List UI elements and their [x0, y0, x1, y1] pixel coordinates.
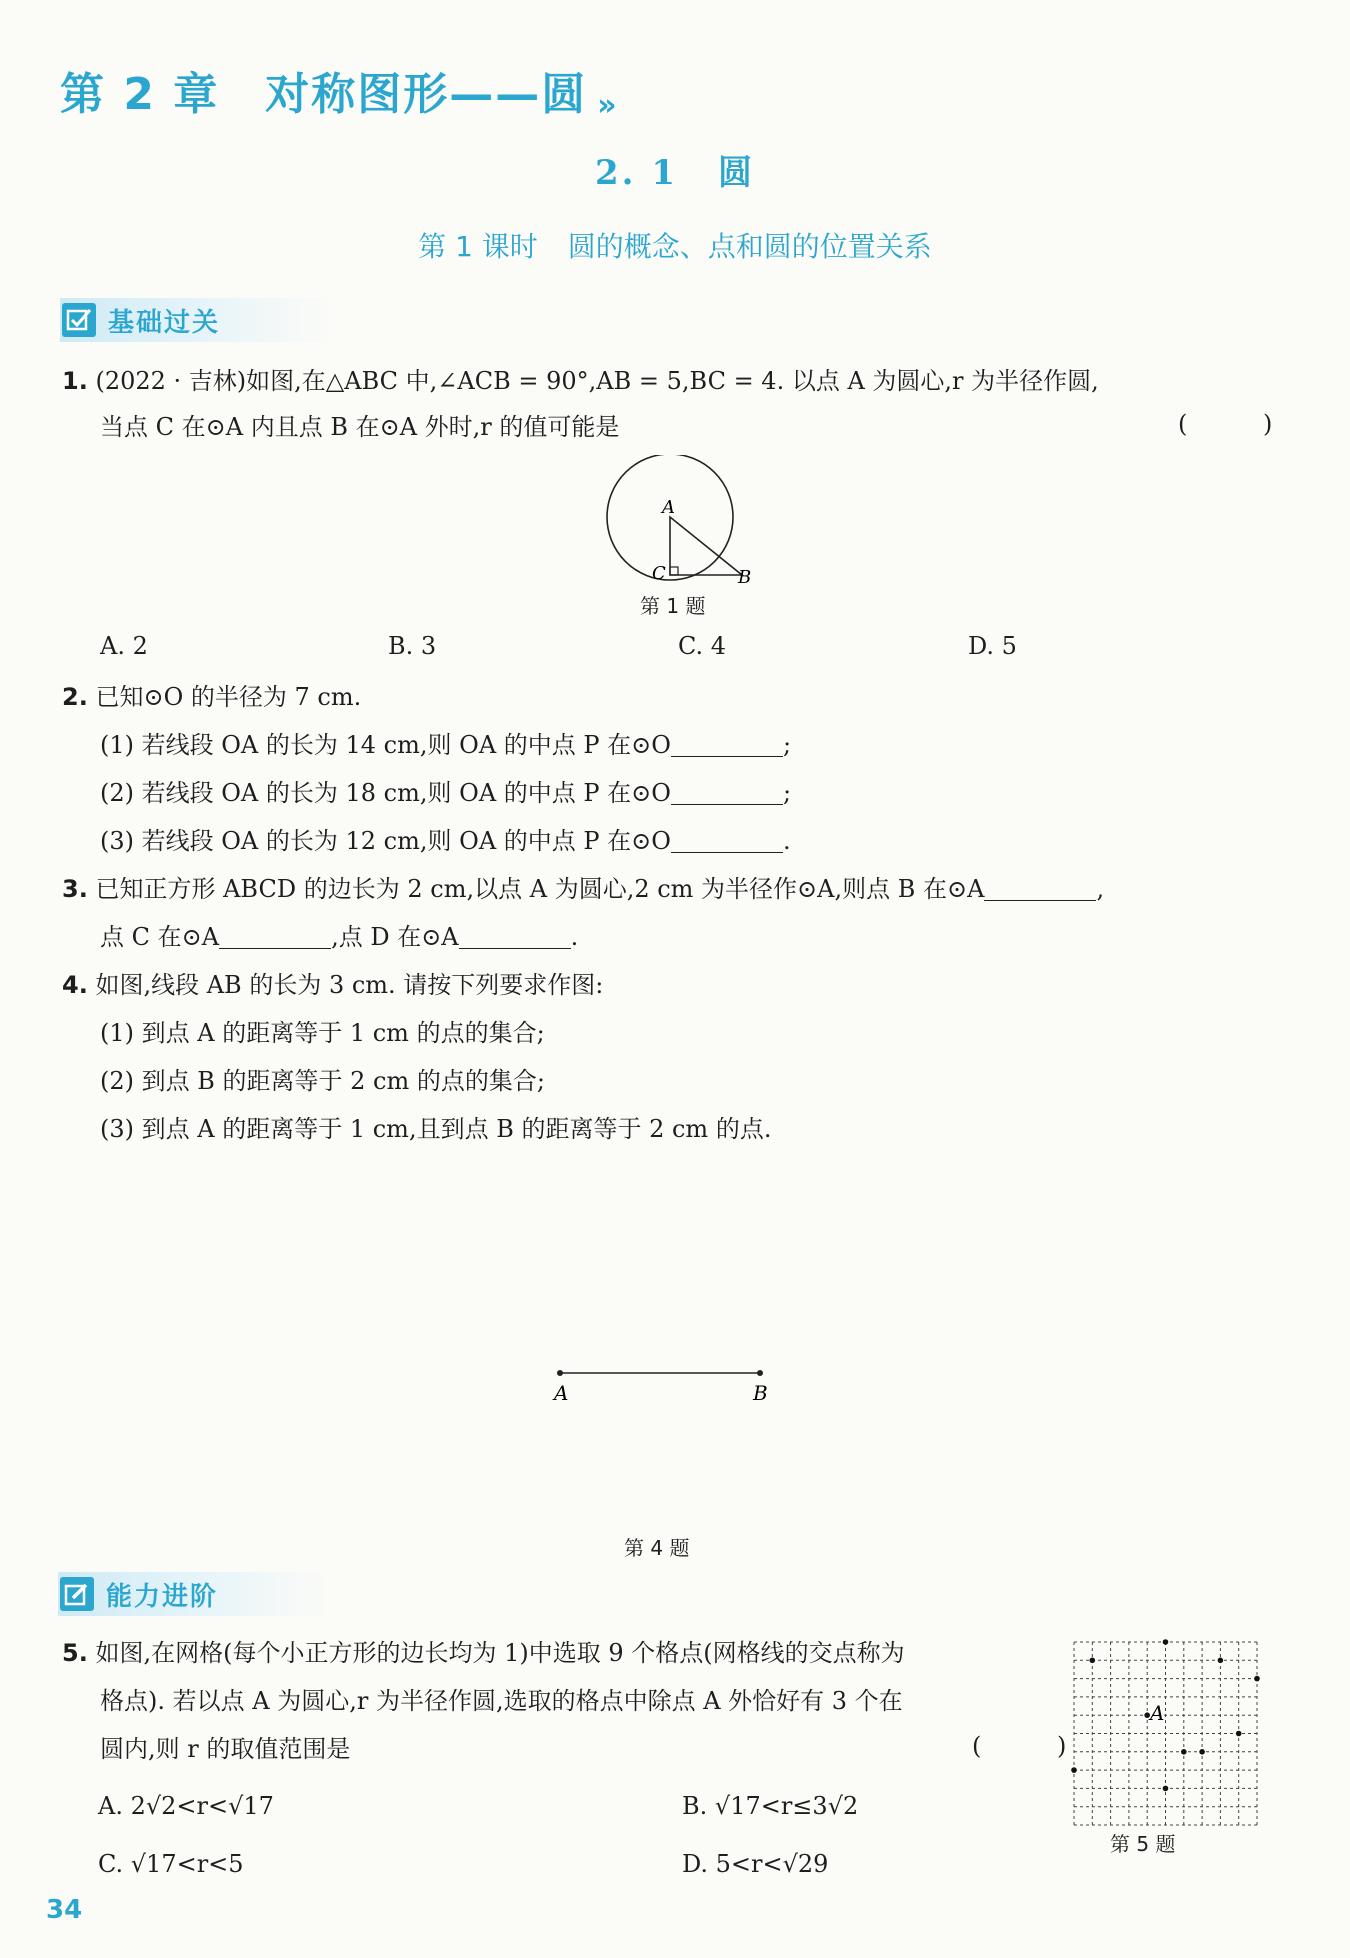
q5-text-line2: 格点). 若以点 A 为圆心,r 为半径作圆,选取的格点中除点 A 外恰好有 3 个在: [100, 1687, 903, 1715]
q3-line2-end: .: [570, 923, 579, 951]
q1-label-a: A: [662, 497, 675, 518]
chapter-number: 第 2 章: [60, 69, 220, 120]
section-title: 圆: [718, 153, 755, 193]
q4-figure-caption: 第 4 题: [624, 1536, 690, 1560]
q2-stem-line: [62, 680, 361, 714]
grid-point: [1199, 1749, 1205, 1755]
q5-number: 5.: [62, 1639, 88, 1667]
q2-part-1-text: (1) 若线段 OA 的长为 14 cm,则 OA 的中点 P 在⊙O: [100, 731, 671, 759]
q5-grid-lines: [1074, 1642, 1257, 1825]
checkbox-icon: [62, 303, 96, 337]
grid-point: [1163, 1639, 1169, 1645]
q4-number: 4.: [62, 971, 88, 999]
q5-text-line3: 圆内,则 r 的取值范围是: [100, 1735, 351, 1763]
q4-figure: [545, 1360, 775, 1410]
section-band-basic: [60, 298, 330, 342]
q1-line1: [62, 364, 1099, 398]
q1-option-b[interactable]: B. 3: [388, 632, 437, 660]
q3-blank-d[interactable]: [459, 924, 571, 949]
q4-part-2: (2) 到点 B 的距离等于 2 cm 的点的集合;: [100, 1067, 545, 1095]
chevron-icon: »: [597, 88, 619, 123]
q4-stem: 如图,线段 AB 的长为 3 cm. 请按下列要求作图:: [95, 971, 604, 999]
q2-part-3: [100, 824, 791, 858]
band-label-advanced: 能力进阶: [106, 1581, 219, 1612]
q1-text-line1: (2022 · 吉林)如图,在△ABC 中,∠ACB = 90°,AB = 5,BC = 4. 以点 A 为圆心,r 为半径作圆,: [95, 367, 1099, 395]
section-heading: [0, 145, 1350, 194]
q5-option-c[interactable]: C. √17<r<5: [98, 1850, 244, 1878]
grid-point: [1254, 1676, 1260, 1682]
q5-figure-caption: 第 5 题: [1110, 1832, 1176, 1856]
q2-part-2-end: ;: [782, 779, 792, 807]
q5-label-a: A: [1150, 1701, 1165, 1725]
q1-label-b: B: [738, 567, 752, 588]
q5-option-a[interactable]: A. 2√2<r<√17: [98, 1792, 274, 1820]
q4-label-b: B: [753, 1381, 768, 1405]
q2-part-3-blank[interactable]: [671, 828, 783, 853]
lesson-title: 圆的概念、点和圆的位置关系: [567, 230, 932, 263]
q5-text-line1: 如图,在网格(每个小正方形的边长均为 1)中选取 9 个格点(网格线的交点称为: [95, 1639, 905, 1667]
q4-part-3: (3) 到点 A 的距离等于 1 cm,且到点 B 的距离等于 2 cm 的点.: [100, 1115, 772, 1143]
q3-line1-text: 已知正方形 ABCD 的边长为 2 cm,以点 A 为圆心,2 cm 为半径作⊙A,则点 B 在⊙A: [95, 875, 985, 903]
q3-line2-b: ,点 D 在⊙A: [331, 923, 459, 951]
q5-answer-paren: ( ): [972, 1732, 1101, 1760]
grid-point: [1181, 1749, 1187, 1755]
q1-label-c: C: [652, 563, 666, 584]
q3-line2: [100, 920, 578, 954]
q1-figure-caption: 第 1 题: [640, 594, 706, 618]
q2-part-2: [100, 776, 791, 810]
q4-part-1: (1) 到点 A 的距离等于 1 cm 的点的集合;: [100, 1019, 545, 1047]
q2-part-2-text: (2) 若线段 OA 的长为 18 cm,则 OA 的中点 P 在⊙O: [100, 779, 671, 807]
q2-number: 2.: [62, 683, 88, 711]
grid-point: [1163, 1786, 1169, 1792]
q1-right-angle-mark: [670, 567, 678, 575]
q2-part-3-text: (3) 若线段 OA 的长为 12 cm,则 OA 的中点 P 在⊙O: [100, 827, 671, 855]
q4-label-a: A: [554, 1381, 569, 1405]
q4-point-a: [557, 1370, 563, 1376]
q1-option-c[interactable]: C. 4: [678, 632, 727, 660]
q5-option-b[interactable]: B. √17<r≤3√2: [682, 1792, 859, 1820]
grid-point: [1090, 1658, 1096, 1664]
chapter-heading: [60, 58, 619, 123]
q2-part-1: [100, 728, 791, 762]
q1-option-a[interactable]: A. 2: [100, 632, 148, 660]
q1-text-line2: 当点 C 在⊙A 内且点 B 在⊙A 外时,r 的值可能是: [100, 413, 620, 441]
grid-point: [1071, 1767, 1077, 1773]
section-number: 2. 1: [595, 153, 678, 193]
q2-part-2-blank[interactable]: [671, 780, 783, 805]
pencil-note-icon: [60, 1577, 94, 1611]
q1-figure: [590, 455, 760, 595]
q3-line1-end: ,: [1096, 875, 1105, 903]
q2-part-1-end: ;: [782, 731, 792, 759]
q2-part-3-end: .: [782, 827, 791, 855]
q4-stem-line: [62, 968, 603, 1002]
q3-number: 3.: [62, 875, 88, 903]
q4-point-b: [757, 1370, 763, 1376]
grid-point: [1218, 1658, 1224, 1664]
q1-answer-paren: ( ): [1178, 410, 1307, 438]
q3-line2-a: 点 C 在⊙A: [100, 923, 220, 951]
lesson-number: 第 1 课时: [418, 230, 538, 263]
q5-option-d[interactable]: D. 5<r<√29: [682, 1850, 829, 1878]
q5-grid-figure: [1062, 1632, 1262, 1832]
q1-number: 1.: [62, 367, 88, 395]
q3-blank-c[interactable]: [219, 924, 331, 949]
q2-stem: 已知⊙O 的半径为 7 cm.: [95, 683, 362, 711]
q2-part-1-blank[interactable]: [671, 732, 783, 757]
q5-line1: [62, 1636, 905, 1670]
grid-point: [1236, 1731, 1242, 1737]
section-band-advanced: [58, 1572, 328, 1616]
q3-line1: [62, 872, 1104, 906]
lesson-heading: [0, 225, 1350, 265]
q1-triangle: [670, 517, 742, 575]
page-number: 34: [46, 1895, 83, 1925]
band-label-basic: 基础过关: [108, 307, 221, 338]
q3-blank-b[interactable]: [984, 876, 1096, 901]
chapter-title: 对称图形——圆: [265, 69, 588, 120]
q1-option-d[interactable]: D. 5: [968, 632, 1017, 660]
